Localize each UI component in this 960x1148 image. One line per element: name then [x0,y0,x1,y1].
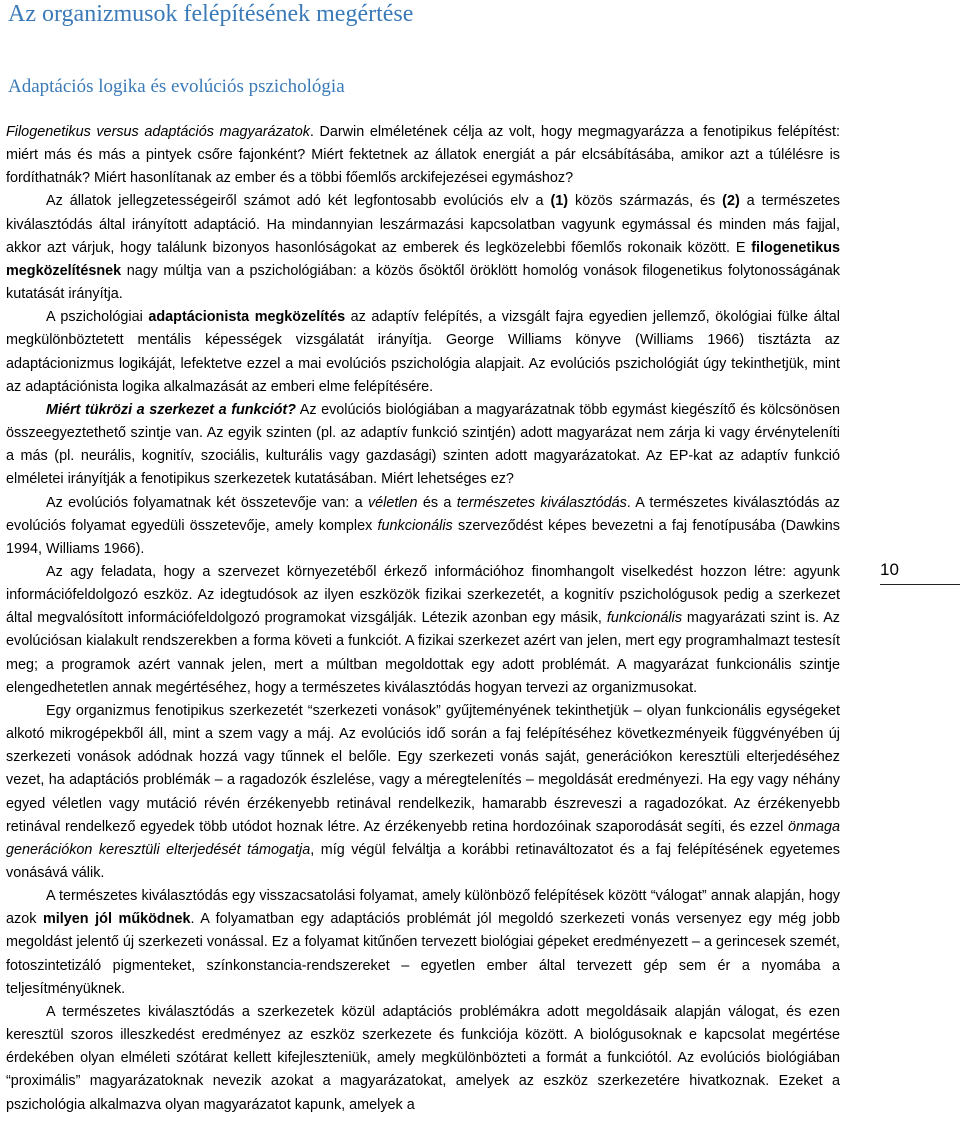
body-text [6,121,840,1117]
text-run: magyarázati szint is. Az evolúciósan kialakult rendszerekben a forma követi a funkciót. A fizikai szerkezet azért van jelen, mert egy programhalmazt testesít meg; a programok azért vannak jelen, mert a múltban megoldottak egy adott problémát. A magyarázat funkcionális szintje elengedhetetlen annak megértéséhez, hogy a természetes kiválasztódás hogyan tervezi az organizmusokat. [6,610,840,696]
paragraph [6,399,840,492]
paragraph [6,561,840,700]
text-run: . A folyamatban egy adaptációs problémát jól megoldó szerkezeti vonás versenyez egy még jobb megoldást jelentő új szerkezeti vonással. Ez a folyamat kitűnően tervezett biológiai gépeket eredményezett – a gerincesek szemét, fotoszintetizáló pigmenteket, színkonstancia-rendszereket – egyetlen ember által tervezett gép sem ér a nyomába a teljesítményüknek. [6,911,841,997]
text-run: A természetes kiválasztódás egy visszacsatolási folyamat, amely különböző felépítések között “válogat” annak alapján, hogy azok [6,888,840,928]
paragraph [6,190,840,306]
italic-run: önmaga generációkon keresztüli elterjedését támogatja [6,818,840,858]
text-run: szerveződést képes bevezetni a faj fenotípusába (Dawkins 1994, Williams 1966). [6,517,840,557]
paragraph [6,1001,840,1117]
paragraph [6,885,840,1001]
text-run: nagy múltja van a pszichológiában: a közös ősöktől öröklött homológ vonások filogenetikus folytonosságának kutatását irányítja. [6,262,840,303]
text-run: Az agy feladata, hogy a szervezet környezetéből érkező információhoz finomhangolt viselkedést hozzon létre: agyunk információfeldolgozó eszköz. Az idegtudósok az ilyen eszközök fizikai szerkezetét, a kognitív pszichológusok pedig a szerkezet által megvalósított információfeldolgozó programokat vizsgálják. Létezik azonban egy másik, [6,563,840,627]
page-number-text: 10 [880,560,899,579]
text-run: Az evolúciós folyamatnak két összetevője van: a [46,494,368,511]
bold-italic-run: Miért tükrözi a szerkezet a funkciót? [46,401,296,418]
text-run: és a [417,494,457,511]
text-run: . Darwin elméletének célja az volt, hogy megmagyarázza a fenotipikus felépítést: miért más és más a pintyek csőre fajonként? Miért fektetnek az állatok energiát a pár elcsábításába, amikor azt a túlélésre is fordíthatnák? Miért hasonlítanak az ember és a többi főemlős arckifejezései egymáshoz? [6,124,841,187]
italic-run: funkcionális [377,517,453,534]
italic-run: Filogenetikus versus adaptációs magyarázatok [6,124,310,140]
text-run: az adaptív felépítés, a vizsgált fajra egyedien jellemző, ökológiai fülke által megkülönböztetett mentális képességek vizsgálatát irányítja. George Williams könyve (Williams 1966) tisztázta az adaptácionizmus logikáját, lefektetve ezzel a mai evolúciós pszichológia alapjait. Az evolúciós pszichológiát úgy tekinthetjük, mint az adaptációnista logika alkalmazását az emberi elme felépítésére. [6,309,840,395]
text-run: Az állatok jellegzetességeiről számot adó két legfontosabb evolúciós elv a [46,193,551,210]
italic-run: természetes kiválasztódás [456,494,627,511]
text-run: Egy organizmus fenotipikus szerkezetét “szerkezeti vonások” gyűjteményének tekinthetjük – olyan funkcionális egységeket alkotó mikrogépekből áll, mint a szem vagy a máj. Az evolúciós idő során a faj felépítéséhez következményeik függvényében új szerkezeti vonások adódnak hozzá vagy tűnnek el belőle. Egy szerkezeti vonás saját, generációkon keresztüli elterjedéséhez vezet, ha adaptációs problémák – a ragadozók észlelése, vagy a méregtelenítés – megoldását eredményezi. Ha egy vagy néhány egyed véletlen vagy mutáció révén érzékenyebb retinával rendelkezik, hamarabb észreveszi a ragadozókat. Az érzékenyebb retinával rendelkező egyedek több utódot hoznak létre. Az érzékenyebb retina hordozóinak szaporodását segíti, és ezzel [6,702,840,835]
text-run: A természetes kiválasztódás a szerkezetek közül adaptációs problémákra adott megoldásaik alapján válogat, és ezen keresztül szoros illeszkedést eredményez az eszköz szerkezete és funkciója között. A biológusoknak e kapcsolat megértése érdekében olyan elméleti szótárat kellett kifejleszteniük, amely megkülönbözteti a formát a funkciótól. Az evolúciós biológiában “proximális” magyarázatoknak nevezik azokat a magyarázatokat, amelyek az eszköz szerkezetére hivatkoznak. Ezeket a pszichológia alkalmazva olyan magyarázatot kapunk, amelyek a [6,1003,840,1113]
bold-run: adaptácionista megközelítés [148,309,346,326]
text-run: közös származás, és [568,193,723,210]
text-run: . A természetes kiválasztódás az evolúciós folyamat egyedüli összetevője, amely komplex [6,494,840,534]
italic-run: funkcionális [606,610,683,627]
paragraph [6,306,840,399]
document-title: Az organizmusok felépítésének megértése [8,1,414,27]
text-run: Az evolúciós biológiában a magyarázatnak több egymást kiegészítő és kölcsönösen összeegyeztethető szintje van. Az egyik szinten (pl. az adaptív funkció szintjén) adott magyarázat nem zárja ki vagy érvényteleníti a más (pl. neurális, kognitív, szociális, kulturális vagy gazdasági) szinten adott magyarázatokat. Az EP-kat az adaptív funkció elméletei irányítják a fenotipikus szerkezetek kutatásában. Miért lehetséges ez? [6,401,840,488]
bold-run: milyen jól működnek [42,911,191,928]
bold-run: (2) [722,193,740,210]
bold-run: (1) [550,193,569,210]
section-heading: Adaptációs logika és evolúciós pszichológia [8,76,345,97]
page-number-rule [880,584,960,585]
paragraph [6,492,840,561]
paragraph [6,700,840,885]
text-run: a természetes kiválasztódás által irányított adaptáció. Ha mindannyian leszármazási kapcsolatban vagyunk egymással és minden más fajjal, akkor azt várjuk, hogy találunk bizonyos hasonlóságokat az emberek és legközelebbi főemlős rokonaik között. E [6,193,840,256]
text-run: A pszichológiai [46,309,149,326]
text-run: , míg végül felváltja a korábbi retinaváltozatot és a faj felépítésének egyetemes vonásává válik. [6,841,840,881]
page-number [880,560,960,585]
italic-run: véletlen [367,494,418,511]
paragraph [6,121,840,190]
bold-run: filogenetikus megközelítésnek [6,239,840,279]
